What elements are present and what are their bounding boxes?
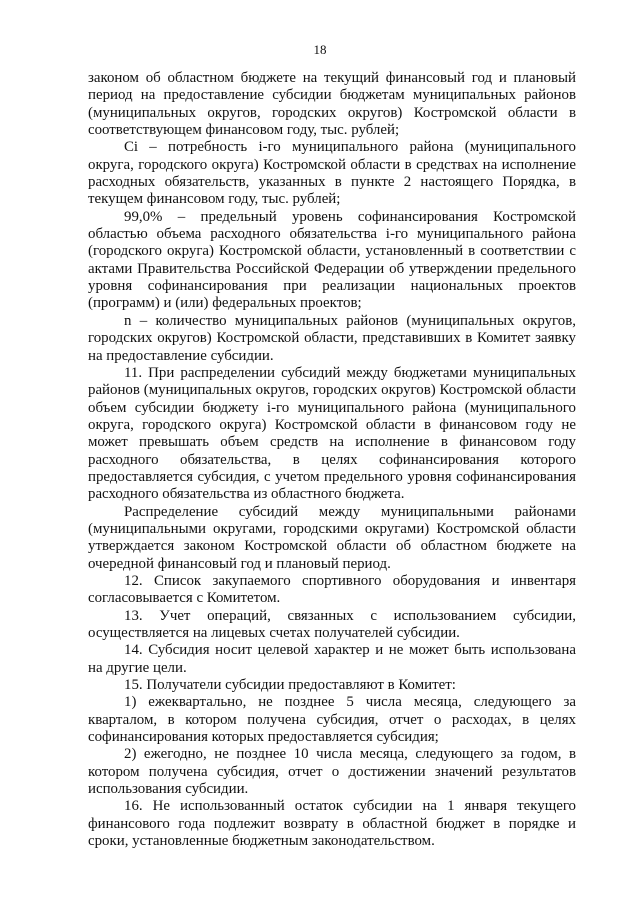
paragraph-item-15-1: 1) ежеквартально, не позднее 5 числа месяца, следующего за кварталом, в котором получена субсидия, отчет о расходах, в целях софинансирования которых предоставляется субсидия;: [88, 694, 576, 746]
paragraph-cofinancing-level: 99,0% – предельный уровень софинансирования Костромской областью объема расходного обязательства i-го муниципального района (городского округа) Костромской области, установленный в соответствии с актами Правительства Российской Федерации об утверждении предельного уровня софинансирования при реализации национальных проектов (программ) и (или) федеральных проектов;: [88, 208, 576, 312]
paragraph-item-11: 11. При распределении субсидий между бюджетами муниципальных районов (муниципальных округов, городских округов) Костромской области объем субсидии бюджету i-го муниципального района (муниципального округа, городского округа) Костромской области в финансовом году не может превышать объем средств на исполнение в финансовом году расходного обязательства, в целях софинансирования которого предоставляется субсидия, с учетом предельного уровня софинансирования расходного обязательства из областного бюджета.: [88, 364, 576, 503]
page-body: [88, 70, 576, 850]
paragraph-continuation: законом об областном бюджете на текущий финансовый год и плановый период на предоставление субсидии бюджетам муниципальных районов (муниципальных округов, городских округов) Костромской области в соответствующем финансовом году, тыс. рублей;: [88, 70, 576, 139]
paragraph-item-12: 12. Список закупаемого спортивного оборудования и инвентаря согласовывается с Комитетом.: [88, 572, 576, 607]
paragraph-item-14: 14. Субсидия носит целевой характер и не может быть использована на другие цели.: [88, 642, 576, 676]
paragraph-item-15-2: 2) ежегодно, не позднее 10 числа месяца, следующего за годом, в котором получена субсидия, отчет о достижении значений результатов использования субсидии.: [88, 746, 576, 798]
paragraph-item-13: 13. Учет операций, связанных с использованием субсидии, осуществляется на лицевых счетах получателей субсидии.: [88, 607, 576, 641]
paragraph-n-definition: n – количество муниципальных районов (муниципальных округов, городских округов) Костромской области, представивших в Комитет заявку на предоставление субсидии.: [88, 312, 576, 364]
paragraph-ci-definition: Ci – потребность i-го муниципального района (муниципального округа, городского округа) Костромской области в средствах на исполнение расходных обязательств, указанных в пункте 2 настоящего Порядка, в текущем финансовом году, тыс. рублей;: [88, 139, 576, 208]
paragraph-item-16: 16. Не использованный остаток субсидии на 1 января текущего финансового года подлежит возврату в областной бюджет в порядке и сроки, установленные бюджетным законодательством.: [88, 798, 576, 850]
page-number: 18: [313, 42, 327, 57]
paragraph-item-15: 15. Получатели субсидии предоставляют в Комитет:: [124, 677, 456, 694]
paragraph-distribution: Распределение субсидий между муниципальными районами (муниципальными округами, городскими округами) Костромской области утверждается законом Костромской области об областном бюджете на очередной финансовый год и плановый период.: [88, 503, 576, 572]
